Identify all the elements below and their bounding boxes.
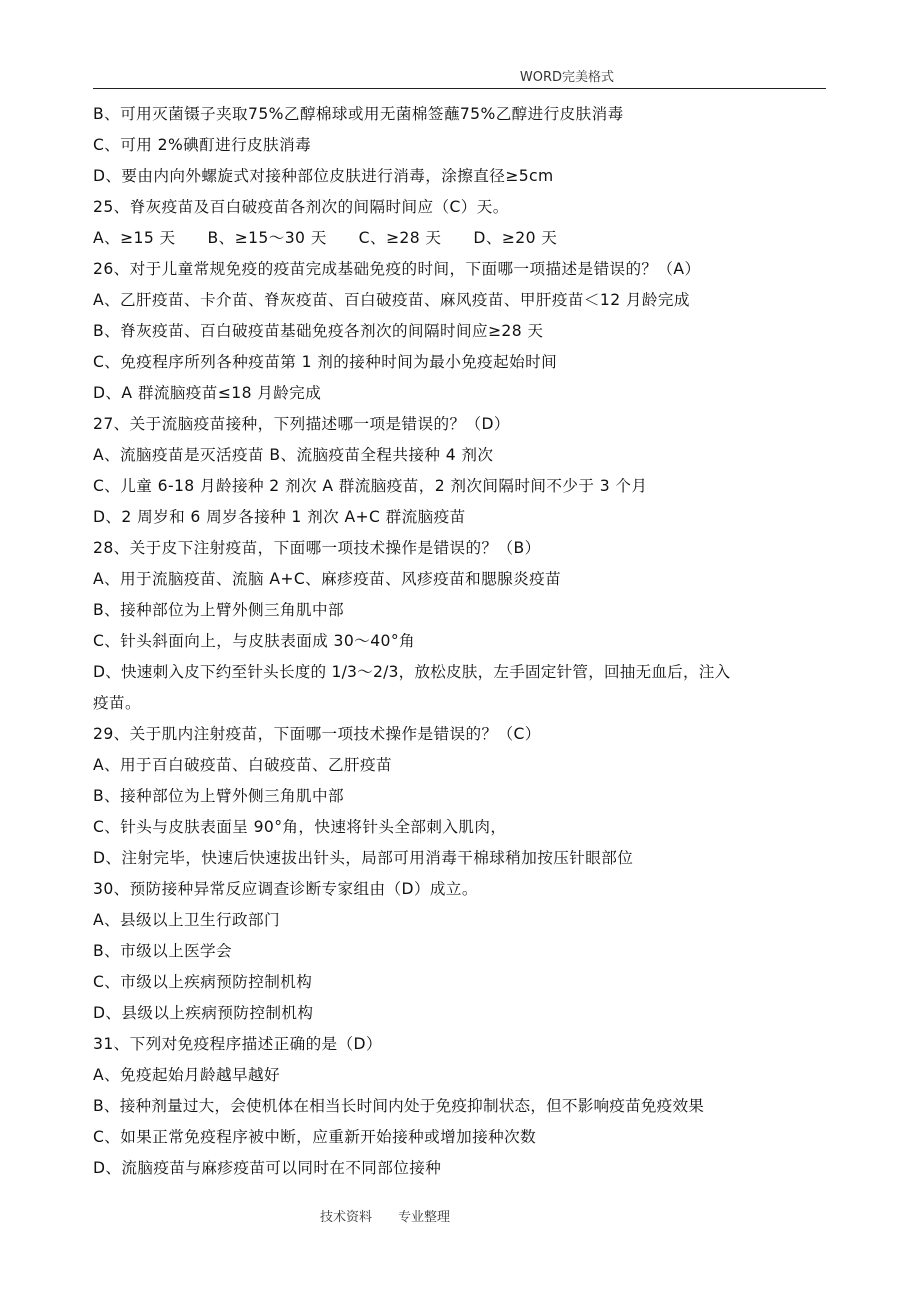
text-line: B、接种部位为上臂外侧三角肌中部 [93, 601, 345, 619]
text-line: B、市级以上医学会 [93, 942, 233, 960]
page-footer: 技术资料 专业整理 [319, 1210, 450, 1225]
text-line: A、用于流脑疫苗、流脑 A+C、麻疹疫苗、风疹疫苗和腮腺炎疫苗 [93, 570, 562, 588]
text-line: 疫苗。 [93, 694, 141, 712]
document-body [93, 99, 828, 1184]
text-line: D、要由内向外螺旋式对接种部位皮肤进行消毒，涂擦直径≥5cm [93, 167, 554, 185]
text-line: B、脊灰疫苗、百白破疫苗基础免疫各剂次的间隔时间应≥28 天 [93, 322, 544, 340]
text-line: C、免疫程序所列各种疫苗第 1 剂的接种时间为最小免疫起始时间 [93, 353, 558, 371]
header-text: WORD完美格式 [519, 70, 614, 85]
question-27: 27、关于流脑疫苗接种，下列描述哪一项是错误的？（D） [93, 415, 510, 433]
text-line: D、流脑疫苗与麻疹疫苗可以同时在不同部位接种 [93, 1159, 442, 1177]
text-line: D、2 周岁和 6 周岁各接种 1 剂次 A+C 群流脑疫苗 [93, 508, 466, 526]
text-line: C、可用 2%碘酊进行皮肤消毒 [93, 136, 312, 154]
text-line: C、儿童 6-18 月龄接种 2 剂次 A 群流脑疫苗，2 剂次间隔时间不少于 3 个月 [93, 477, 648, 495]
text-line: A、免疫起始月龄越早越好 [93, 1066, 280, 1084]
text-line: C、针头斜面向上，与皮肤表面成 30～40°角 [93, 632, 416, 650]
question-25: 25、脊灰疫苗及百白破疫苗各剂次的间隔时间应（C）天。 [93, 198, 509, 216]
text-line: A、流脑疫苗是灭活疫苗 B、流脑疫苗全程共接种 4 剂次 [93, 446, 494, 464]
text-line: D、注射完毕，快速后快速拔出针头，局部可用消毒干棉球稍加按压针眼部位 [93, 849, 634, 867]
question-31: 31、下列对免疫程序描述正确的是（D） [93, 1035, 382, 1053]
text-line: C、市级以上疾病预防控制机构 [93, 973, 313, 991]
text-line: C、如果正常免疫程序被中断，应重新开始接种或增加接种次数 [93, 1128, 537, 1146]
text-line: A、≥15 天 B、≥15～30 天 C、≥28 天 D、≥20 天 [93, 229, 558, 247]
text-line: D、A 群流脑疫苗≤18 月龄完成 [93, 384, 322, 402]
text-line: D、县级以上疾病预防控制机构 [93, 1004, 314, 1022]
text-line: A、用于百白破疫苗、白破疫苗、乙肝疫苗 [93, 756, 392, 774]
text-line: B、可用灭菌镊子夹取75%乙醇棉球或用无菌棉签蘸75%乙醇进行皮肤消毒 [93, 105, 624, 123]
question-26: 26、对于儿童常规免疫的疫苗完成基础免疫的时间，下面哪一项描述是错误的？（A） [93, 260, 701, 278]
question-28: 28、关于皮下注射疫苗，下面哪一项技术操作是错误的？（B） [93, 539, 541, 557]
question-30: 30、预防接种异常反应调查诊断专家组由（D）成立。 [93, 880, 478, 898]
page-header [93, 60, 826, 89]
text-line: B、接种剂量过大，会使机体在相当长时间内处于免疫抑制状态，但不影响疫苗免疫效果 [93, 1097, 705, 1115]
text-line: D、快速刺入皮下约至针头长度的 1/3～2/3，放松皮肤，左手固定针管，回抽无血后，注入 [93, 663, 731, 681]
text-line: A、乙肝疫苗、卡介苗、脊灰疫苗、百白破疫苗、麻风疫苗、甲肝疫苗＜12 月龄完成 [93, 291, 690, 309]
text-line: A、县级以上卫生行政部门 [93, 911, 280, 929]
question-29: 29、关于肌内注射疫苗，下面哪一项技术操作是错误的？（C） [93, 725, 541, 743]
text-line: C、针头与皮肤表面呈 90°角，快速将针头全部刺入肌肉， [93, 818, 507, 836]
text-line: B、接种部位为上臂外侧三角肌中部 [93, 787, 345, 805]
